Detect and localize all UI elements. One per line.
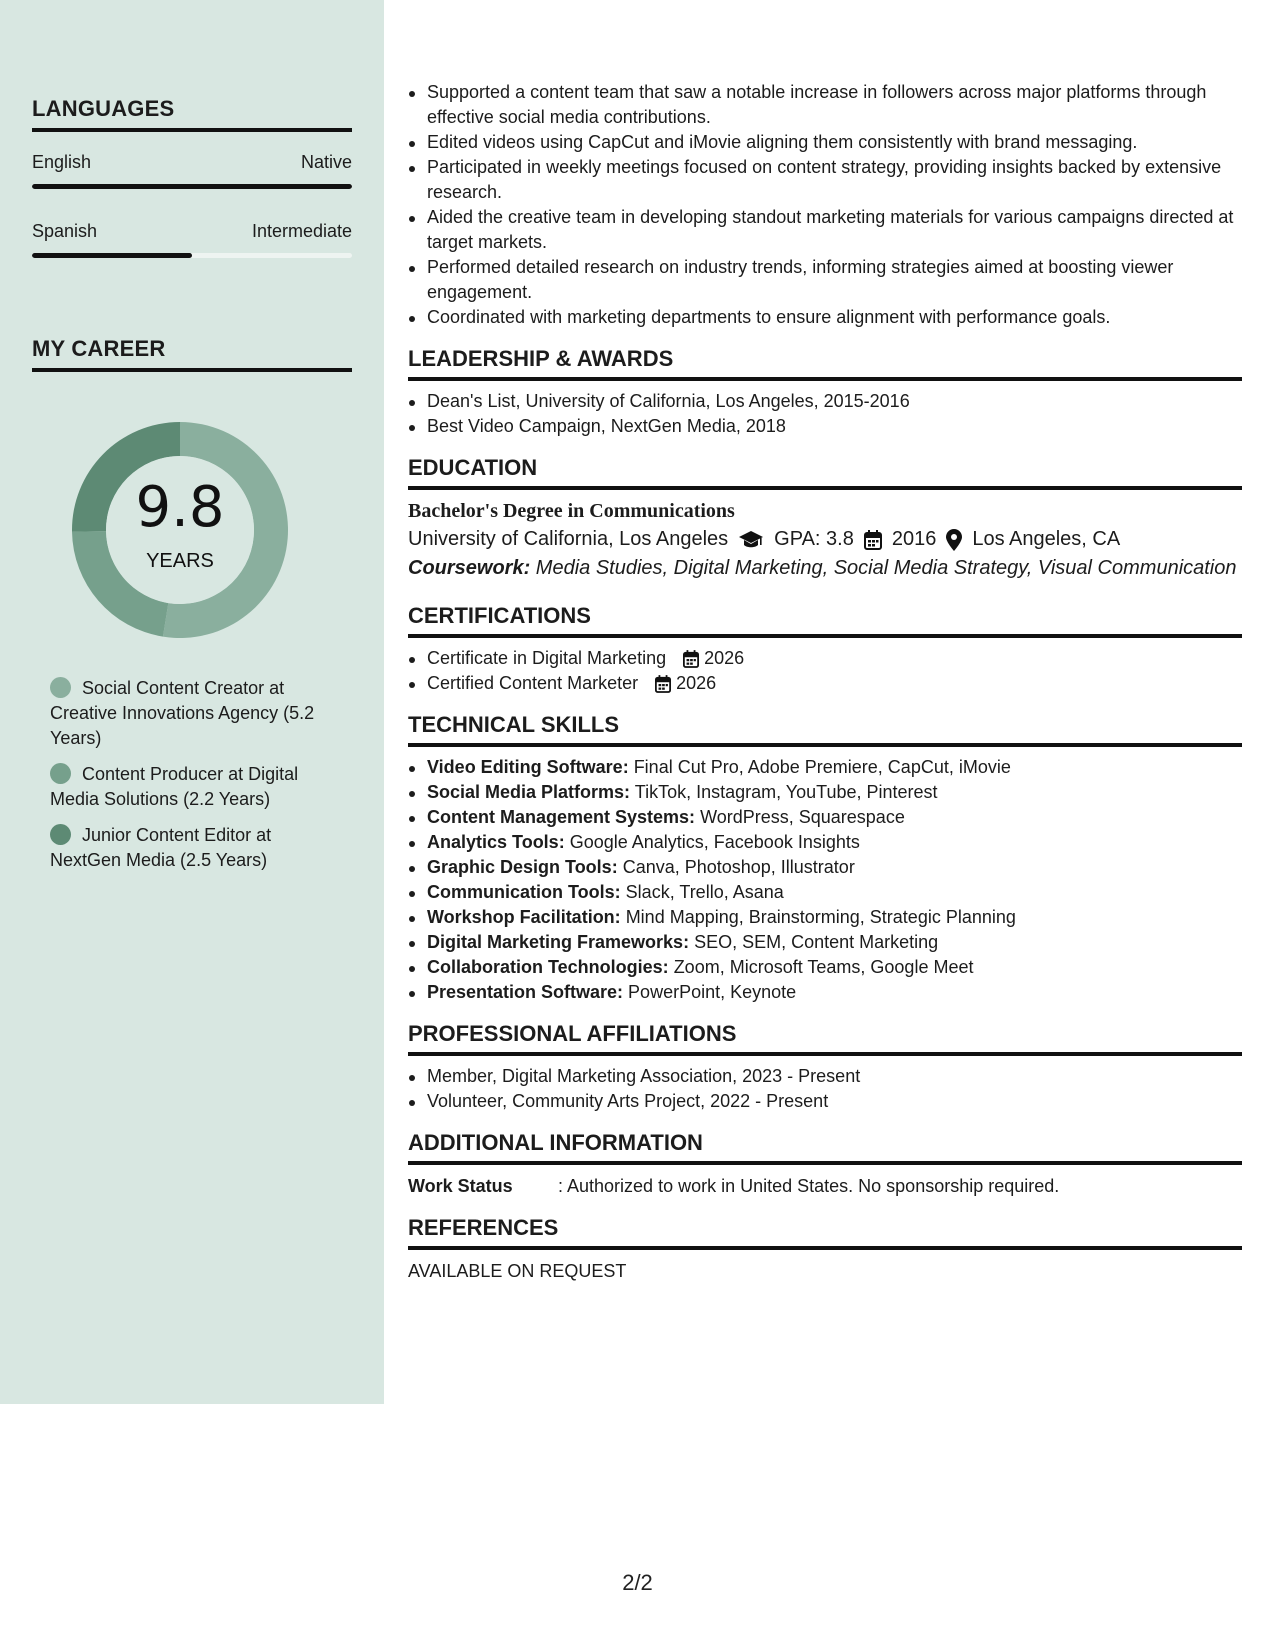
work-status-row xyxy=(408,1173,1242,1199)
work-status-label: Work Status xyxy=(408,1176,513,1196)
skills-section xyxy=(408,712,1242,1005)
skill-item xyxy=(408,980,1242,1005)
skill-item xyxy=(408,930,1242,955)
skill-label: Communication Tools: xyxy=(427,882,621,902)
skill-label: Video Editing Software: xyxy=(427,757,629,777)
leadership-heading: LEADERSHIP & AWARDS xyxy=(408,346,1242,381)
map-pin-icon xyxy=(946,524,962,554)
certifications-heading: CERTIFICATIONS xyxy=(408,603,1242,638)
language-row-spanish xyxy=(32,221,352,242)
skill-value: TikTok, Instagram, YouTube, Pinterest xyxy=(630,782,938,802)
experience-bullet: Aided the creative team in developing standout marketing materials for various campaigns directed at target markets. xyxy=(408,205,1242,255)
education-section xyxy=(408,455,1242,581)
experience-bullet: Edited videos using CapCut and iMovie aligning them consistently with brand messaging. xyxy=(408,130,1242,155)
skill-value: PowerPoint, Keynote xyxy=(623,982,797,1002)
career-legend-item xyxy=(50,823,340,873)
legend-dot-icon xyxy=(50,824,71,845)
gpa: GPA: 3.8 xyxy=(774,528,854,550)
career-total-value: 9.8 xyxy=(135,475,225,540)
skill-label: Social Media Platforms: xyxy=(427,782,631,802)
affiliations-section xyxy=(408,1021,1242,1114)
affiliation-item: Member, Digital Marketing Association, 2023 - Present xyxy=(408,1064,1242,1089)
school-location: Los Angeles, CA xyxy=(972,528,1121,550)
language-proficiency-bar xyxy=(32,253,352,258)
references-heading: REFERENCES xyxy=(408,1215,1242,1250)
experience-bullets xyxy=(408,80,1242,330)
skill-label: Graphic Design Tools: xyxy=(427,857,618,877)
language-proficiency-bar xyxy=(32,184,352,189)
page-number: 2/2 xyxy=(622,1570,653,1595)
skill-value: SEO, SEM, Content Marketing xyxy=(689,932,939,952)
skill-item xyxy=(408,830,1242,855)
skill-item xyxy=(408,855,1242,880)
main-content xyxy=(408,80,1242,1284)
degree-title: Bachelor's Degree in Communications xyxy=(408,500,735,522)
coursework xyxy=(408,556,1242,581)
additional-info-heading: ADDITIONAL INFORMATION xyxy=(408,1130,1242,1165)
education-details xyxy=(408,524,1242,554)
career-legend-label: Content Producer at Digital Media Solutions (2.2 Years) xyxy=(50,764,299,809)
language-level: Intermediate xyxy=(251,221,352,241)
career-legend-label: Junior Content Editor at NextGen Media (2.5 Years) xyxy=(50,825,272,870)
language-proficiency-fill xyxy=(32,184,352,189)
skill-item xyxy=(408,805,1242,830)
certification-year: 2026 xyxy=(676,673,717,693)
career-legend-item xyxy=(50,762,340,812)
skill-value: Final Cut Pro, Adobe Premiere, CapCut, iMovie xyxy=(628,757,1011,777)
skill-value: WordPress, Squarespace xyxy=(695,807,905,827)
certifications-section xyxy=(408,603,1242,696)
school-name: University of California, Los Angeles xyxy=(408,528,729,550)
skill-item xyxy=(408,880,1242,905)
skill-item xyxy=(408,780,1242,805)
graduation-cap-icon xyxy=(738,524,764,554)
skill-value: Canva, Photoshop, Illustrator xyxy=(617,857,855,877)
skill-label: Digital Marketing Frameworks: xyxy=(427,932,690,952)
career-total-unit: YEARS xyxy=(146,550,214,572)
language-name: Spanish xyxy=(32,221,98,241)
affiliation-item: Volunteer, Community Arts Project, 2022 - Present xyxy=(408,1089,1242,1114)
certification-year: 2026 xyxy=(704,648,745,668)
certification-name: Certified Content Marketer xyxy=(427,673,639,693)
experience-bullet: Supported a content team that saw a notable increase in followers across major platforms through effective social media contributions. xyxy=(408,80,1242,130)
language-level: Native xyxy=(300,152,352,172)
sidebar xyxy=(0,0,384,1404)
legend-dot-icon xyxy=(50,677,71,698)
language-name: English xyxy=(32,152,92,172)
coursework-list: Media Studies, Digital Marketing, Social Media Strategy, Visual Communication xyxy=(530,557,1237,579)
calendar-icon xyxy=(655,673,676,693)
additional-info-section xyxy=(408,1130,1242,1199)
award-item: Dean's List, University of California, Los Angeles, 2015-2016 xyxy=(408,389,1242,414)
certification-item xyxy=(408,646,1242,671)
skill-label: Analytics Tools: xyxy=(427,832,565,852)
certification-name: Certificate in Digital Marketing xyxy=(427,648,667,668)
experience-bullet: Performed detailed research on industry trends, informing strategies aimed at boosting viewer engagement. xyxy=(408,255,1242,305)
skill-item xyxy=(408,905,1242,930)
skill-item xyxy=(408,955,1242,980)
skill-value: Zoom, Microsoft Teams, Google Meet xyxy=(668,957,974,977)
calendar-icon xyxy=(683,648,704,668)
experience-bullet: Coordinated with marketing departments to ensure alignment with performance goals. xyxy=(408,305,1242,330)
skill-label: Workshop Facilitation: xyxy=(427,907,621,927)
skill-label: Presentation Software: xyxy=(427,982,624,1002)
skill-value: Slack, Trello, Asana xyxy=(620,882,784,902)
leadership-section xyxy=(408,346,1242,439)
career-legend-label: Social Content Creator at Creative Innovations Agency (5.2 Years) xyxy=(50,678,315,748)
career-heading: MY CAREER xyxy=(32,336,352,372)
references-section xyxy=(408,1215,1242,1284)
work-status-value: : Authorized to work in United States. No sponsorship required. xyxy=(558,1176,1060,1196)
education-heading: EDUCATION xyxy=(408,455,1242,490)
certification-item xyxy=(408,671,1242,696)
skill-item xyxy=(408,755,1242,780)
calendar-icon xyxy=(864,524,882,554)
graduation-year: 2016 xyxy=(891,528,937,550)
career-legend-item xyxy=(50,676,340,751)
skill-label: Collaboration Technologies: xyxy=(427,957,669,977)
languages-heading: LANGUAGES xyxy=(32,96,352,132)
experience-bullet: Participated in weekly meetings focused on content strategy, providing insights backed by extensive research. xyxy=(408,155,1242,205)
career-legend xyxy=(50,676,340,884)
skill-value: Mind Mapping, Brainstorming, Strategic Planning xyxy=(620,907,1016,927)
references-text: AVAILABLE ON REQUEST xyxy=(408,1261,627,1281)
skill-label: Content Management Systems: xyxy=(427,807,696,827)
legend-dot-icon xyxy=(50,763,71,784)
skills-heading: TECHNICAL SKILLS xyxy=(408,712,1242,747)
coursework-label: Coursework: xyxy=(408,557,531,579)
skill-value: Google Analytics, Facebook Insights xyxy=(564,832,860,852)
language-proficiency-fill xyxy=(32,253,192,258)
award-item: Best Video Campaign, NextGen Media, 2018 xyxy=(408,414,1242,439)
language-row-english xyxy=(32,152,352,173)
affiliations-heading: PROFESSIONAL AFFILIATIONS xyxy=(408,1021,1242,1056)
